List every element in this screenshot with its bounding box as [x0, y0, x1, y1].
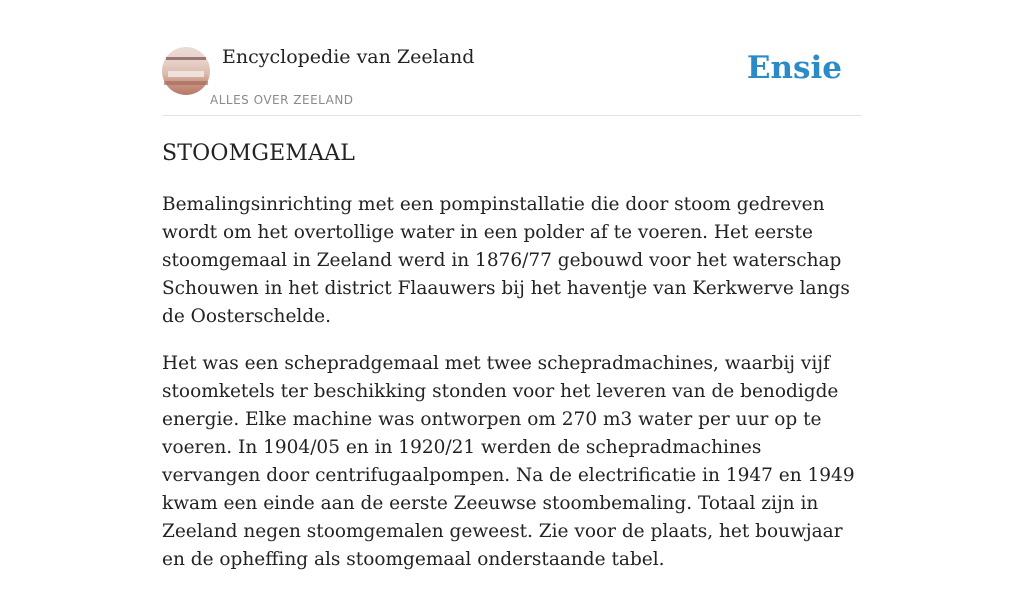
- article-paragraph: Het was een schepradgemaal met twee schepradmachines, waarbij vijf stoomketels ter beschikking stonden voor het leveren van de benodigde energie. Elke machine was ontworpen om 270 m3 water per uur op te voeren. In 1904/05 en in 1920/21 werden de schepradmachines vervangen door centrifugaalpompen. Na de electrificatie in 1947 en 1949 kwam een einde aan de eerste Zeeuwse stoombemaling. Totaal zijn in Zeeland negen stoomgemalen geweest. Zie voor de plaats, het bouwjaar en de opheffing als stoomgemaal onderstaande tabel.: [162, 353, 855, 570]
- article-title: STOOMGEMAAL: [162, 141, 356, 166]
- site-title[interactable]: Encyclopedie van Zeeland: [222, 46, 475, 68]
- site-header: [162, 44, 862, 116]
- site-avatar[interactable]: [162, 47, 210, 95]
- article-paragraph: Bemalingsinrichting met een pompinstallatie die door stoom gedreven wordt om het overtollige water in een polder af te voeren. Het eerste stoomgemaal in Zeeland werd in 1876/77 gebouwd voor het waterschap Schouwen in het district Flaauwers bij het haventje van Kerkwerve langs de Oosterschelde.: [162, 194, 850, 327]
- article: [162, 139, 862, 593]
- ensie-logo[interactable]: Ensie: [746, 50, 842, 86]
- site-subtitle: ALLES OVER ZEELAND: [210, 93, 354, 107]
